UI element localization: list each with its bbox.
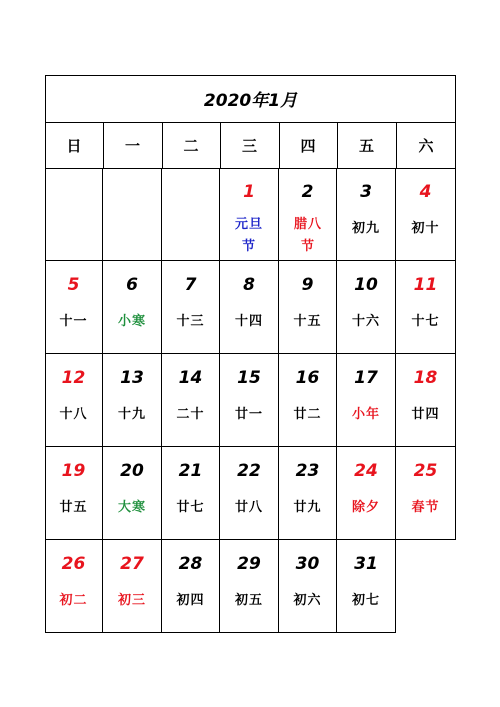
lunar-date: 十六 <box>351 314 380 329</box>
lunar-date: 小年 <box>351 407 380 422</box>
day-number: 29 <box>237 554 261 574</box>
lunar-date: 除夕 <box>351 500 380 515</box>
day-number: 25 <box>413 461 438 481</box>
lunar-date: 元旦节 <box>234 217 263 254</box>
day-cell <box>103 261 162 354</box>
day-cell <box>45 447 103 540</box>
day-number: 12 <box>61 368 86 388</box>
day-cell <box>279 540 337 633</box>
day-cell <box>396 354 456 447</box>
day-number: 27 <box>120 554 144 574</box>
lunar-date: 十九 <box>117 407 146 422</box>
day-number: 13 <box>120 368 144 388</box>
day-number: 9 <box>301 275 314 295</box>
day-cell <box>279 261 337 354</box>
grid-line-weekday-col <box>103 122 104 168</box>
day-cell <box>220 447 279 540</box>
lunar-date: 廿五 <box>59 500 88 515</box>
day-cell <box>220 168 279 261</box>
lunar-date: 廿九 <box>293 500 322 515</box>
day-number: 28 <box>178 554 203 574</box>
day-cell <box>162 261 220 354</box>
grid-line-weekday-col <box>337 122 338 168</box>
day-number: 21 <box>178 461 203 481</box>
day-cell <box>103 447 162 540</box>
empty-cell <box>103 168 162 261</box>
day-cell <box>45 261 103 354</box>
lunar-date: 初五 <box>234 593 263 608</box>
day-cell <box>220 261 279 354</box>
day-cell <box>220 354 279 447</box>
day-number: 6 <box>126 275 138 295</box>
calendar-table <box>45 75 456 633</box>
lunar-date: 十五 <box>293 314 322 329</box>
day-number: 16 <box>295 368 320 388</box>
day-number: 19 <box>61 461 86 481</box>
day-number: 22 <box>237 461 261 481</box>
lunar-date: 二十 <box>176 407 205 422</box>
lunar-date: 十四 <box>234 314 263 329</box>
lunar-date: 廿四 <box>411 407 440 422</box>
day-number: 5 <box>67 275 80 295</box>
grid-line-weekday-col <box>396 122 397 168</box>
day-cell <box>220 540 279 633</box>
day-cell <box>396 168 456 261</box>
lunar-date: 春节 <box>411 500 440 515</box>
grid-line-weekday-col <box>162 122 163 168</box>
day-number: 17 <box>354 368 378 388</box>
lunar-date: 初九 <box>351 221 380 236</box>
day-number: 11 <box>413 275 438 295</box>
day-number: 24 <box>354 461 378 481</box>
weekday-header: 一 <box>124 136 140 155</box>
day-cell <box>162 540 220 633</box>
empty-cell <box>162 168 220 261</box>
calendar-title: 2020年1月 <box>203 91 298 111</box>
weekday-header: 三 <box>241 136 257 155</box>
day-number: 1 <box>243 182 255 202</box>
weekday-header: 四 <box>300 136 316 155</box>
day-number: 8 <box>243 275 255 295</box>
lunar-date: 腊八节 <box>293 217 322 254</box>
day-number: 23 <box>295 461 320 481</box>
lunar-date: 廿七 <box>176 500 205 515</box>
day-number: 18 <box>413 368 438 388</box>
day-cell <box>279 354 337 447</box>
day-number: 4 <box>419 182 432 202</box>
lunar-date: 初二 <box>59 593 88 608</box>
day-cell <box>45 354 103 447</box>
weekday-header: 五 <box>358 136 374 155</box>
day-number: 20 <box>120 461 144 481</box>
grid-line-weekday-col <box>279 122 280 168</box>
day-cell <box>103 354 162 447</box>
weekday-header: 六 <box>418 136 434 155</box>
lunar-date: 初七 <box>351 593 380 608</box>
day-number: 26 <box>61 554 86 574</box>
weekday-header: 二 <box>183 136 199 155</box>
day-cell <box>279 447 337 540</box>
lunar-date: 初三 <box>117 593 146 608</box>
lunar-date: 初六 <box>293 593 322 608</box>
day-cell <box>162 354 220 447</box>
lunar-date: 初十 <box>411 221 440 236</box>
day-cell <box>396 447 456 540</box>
day-number: 3 <box>360 182 372 202</box>
lunar-date: 小寒 <box>117 314 146 329</box>
day-cell <box>45 540 103 633</box>
empty-cell <box>45 168 103 261</box>
day-cell <box>337 540 396 633</box>
lunar-date: 廿八 <box>234 500 263 515</box>
day-cell <box>103 540 162 633</box>
day-cell <box>162 447 220 540</box>
day-number: 14 <box>178 368 203 388</box>
lunar-date: 十七 <box>411 314 440 329</box>
day-cell <box>337 447 396 540</box>
lunar-date: 十三 <box>176 314 205 329</box>
day-cell <box>279 168 337 261</box>
day-number: 7 <box>184 275 197 295</box>
day-cell <box>337 261 396 354</box>
day-number: 31 <box>354 554 378 574</box>
lunar-date: 十八 <box>59 407 88 422</box>
day-number: 10 <box>354 275 378 295</box>
lunar-date: 廿二 <box>293 407 322 422</box>
day-cell <box>337 354 396 447</box>
grid-line-top <box>45 75 456 76</box>
lunar-date: 十一 <box>59 314 88 329</box>
day-cell <box>337 168 396 261</box>
day-number: 15 <box>237 368 261 388</box>
day-cell <box>396 261 456 354</box>
lunar-date: 大寒 <box>117 500 146 515</box>
day-number: 30 <box>295 554 320 574</box>
lunar-date: 廿一 <box>234 407 263 422</box>
day-number: 2 <box>301 182 314 202</box>
weekday-header: 日 <box>66 136 82 155</box>
grid-line-weekday-col <box>220 122 221 168</box>
lunar-date: 初四 <box>176 593 205 608</box>
